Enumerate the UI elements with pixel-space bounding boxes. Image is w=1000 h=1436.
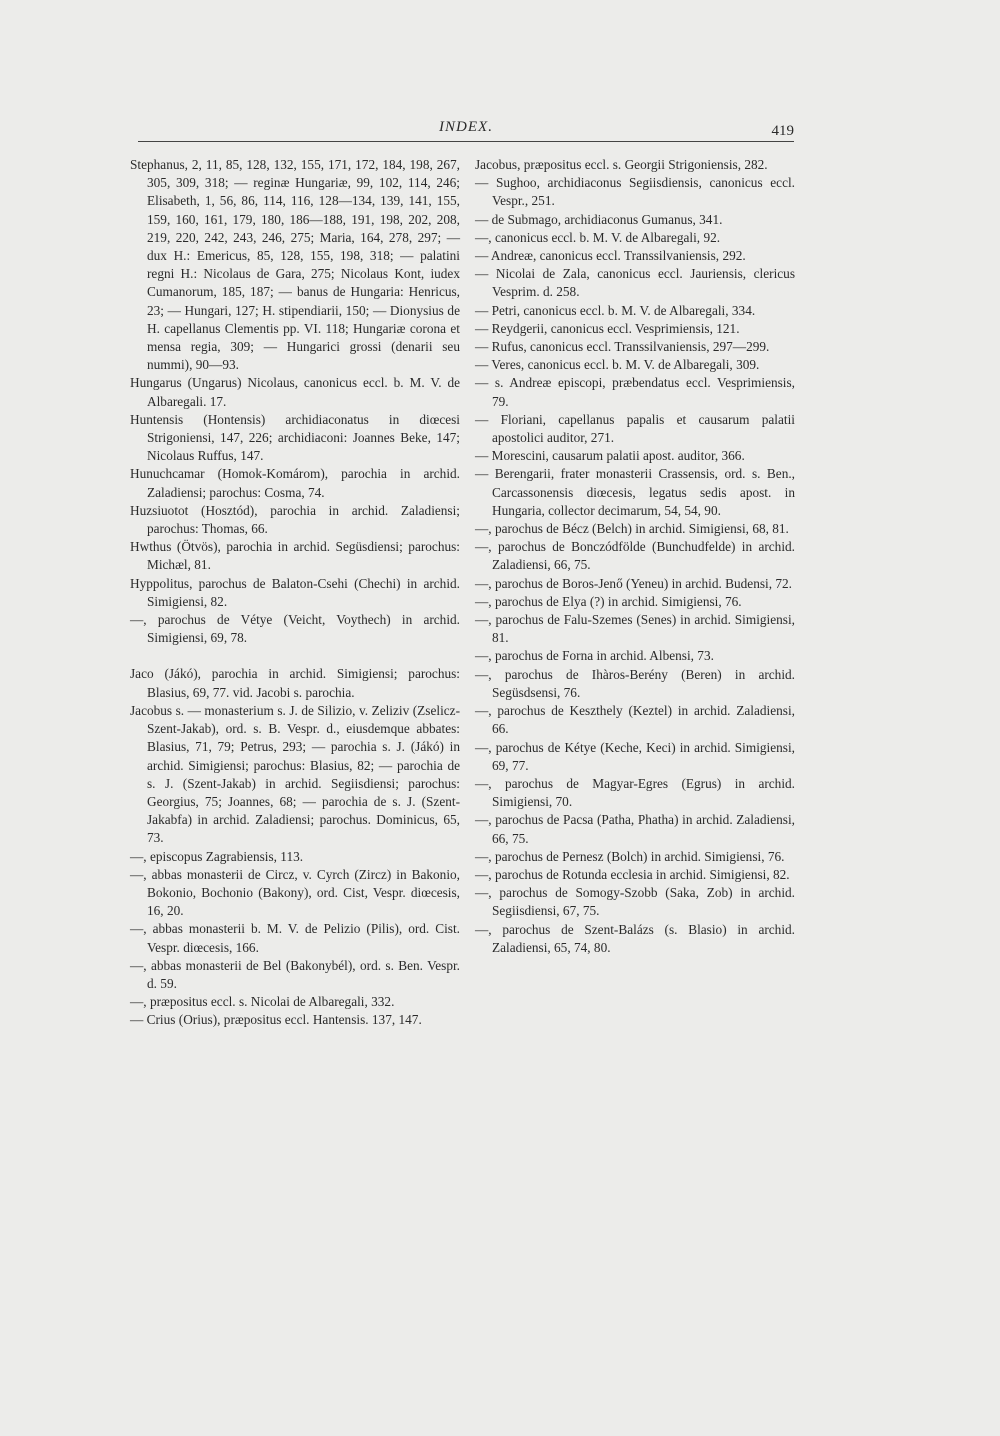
index-entry: —, parochus de Pacsa (Patha, Phatha) in archid. Zaladiensi, 66, 75. — [475, 812, 795, 846]
index-entry: — Reydgerii, canonicus eccl. Vesprimiensis, 121. — [475, 320, 740, 336]
index-entry: —, parochus de Ihàros-Berény (Beren) in archid. Següsdsensi, 76. — [475, 666, 795, 700]
index-entry: — Andreæ, canonicus eccl. Transsilvaniensis, 292. — [475, 248, 746, 264]
index-entry: — Nicolai de Zala, canonicus eccl. Jauriensis, clericus Vesprim. d. 258. — [475, 266, 795, 300]
index-entry: —, parochus de Bonczódfölde (Bunchudfelde) in archid. Zaladiensi, 66, 75. — [475, 539, 795, 573]
index-entry: Jacobus, præpositus eccl. s. Georgii Strigoniensis, 282. — [475, 157, 768, 172]
right-column — [475, 156, 795, 957]
index-entry: —, parochus de Vétye (Veicht, Voythech) in archid. Simigiensi, 69, 78. — [130, 612, 460, 646]
index-entry: — Crius (Orius), præpositus eccl. Hantensis. 137, 147. — [130, 1012, 422, 1028]
index-entry: — Sughoo, archidiaconus Segiisdiensis, canonicus eccl. Vespr., 251. — [475, 175, 795, 209]
index-entry: — s. Andreæ episcopi, præbendatus eccl. Vesprimiensis, 79. — [475, 375, 795, 409]
index-entry: — Floriani, capellanus papalis et causarum palatii apostolici auditor, 271. — [475, 411, 795, 446]
index-entry: —, parochus de Rotunda ecclesia in archid. Simigiensi, 82. — [475, 866, 790, 882]
index-entry: —, parochus de Elya (?) in archid. Simigiensi, 76. — [475, 593, 742, 609]
index-entry: —, parochus de Keszthely (Keztel) in archid. Zaladiensi, 66. — [475, 703, 795, 737]
index-entry: —, parochus de Bécz (Belch) in archid. Simigiensi, 68, 81. — [475, 521, 789, 537]
index-entry: —, parochus de Boros-Jenő (Yeneu) in archid. Budensi, 72. — [475, 575, 792, 591]
index-entry: Hyppolitus, parochus de Balaton-Csehi (Chechi) in archid. Simigiensi, 82. — [130, 575, 460, 609]
index-entry: —, parochus de Somogy-Szobb (Saka, Zob) in archid. Segiisdiensi, 67, 75. — [475, 885, 795, 919]
index-entry: —, episcopus Zagrabiensis, 113. — [130, 848, 304, 864]
index-entry: Hungarus (Ungarus) Nicolaus, canonicus eccl. b. M. V. de Albaregali. 17. — [130, 375, 460, 409]
header-rule — [138, 141, 794, 142]
index-entry: — Morescini, causarum palatii apost. auditor, 366. — [475, 448, 745, 464]
index-entry: — Veres, canonicus eccl. b. M. V. de Albaregali, 309. — [475, 357, 760, 373]
index-entry: Hwthus (Ötvös), parochia in archid. Següsdiensi; parochus: Michæl, 81. — [130, 539, 460, 573]
index-entry: — Rufus, canonicus eccl. Transsilvaniensis, 297—299. — [475, 339, 770, 355]
index-entry: — Berengarii, frater monasterii Crassensis, ord. s. Ben., Carcassonensis diœcesis, legatus sedis apost. in Hungaria, collector decimarum, 54, 54, 90. — [475, 466, 795, 518]
index-entry: —, parochus de Kétye (Keche, Keci) in archid. Simigiensi, 69, 77. — [475, 739, 795, 773]
running-title: INDEX. — [439, 119, 493, 135]
index-entry: —, parochus de Magyar-Egres (Egrus) in archid. Simigiensi, 70. — [475, 775, 795, 810]
index-entry: —, canonicus eccl. b. M. V. de Albaregali, 92. — [475, 229, 721, 245]
index-entry: —, abbas monasterii b. M. V. de Pelizio (Pilis), ord. Cist. Vespr. diœcesis, 166. — [130, 921, 460, 955]
left-column — [130, 156, 460, 1030]
index-entry: —, parochus de Szent-Balázs (s. Blasio) in archid. Zaladiensi, 65, 74, 80. — [475, 921, 795, 955]
index-entry: —, abbas monasterii de Bel (Bakonybél), ord. s. Ben. Vespr. d. 59. — [130, 957, 460, 991]
index-entry: —, parochus de Pernesz (Bolch) in archid. Simigiensi, 76. — [475, 848, 785, 864]
index-entry: Jaco (Jákó), parochia in archid. Simigiensi; parochus: Blasius, 69, 77. vid. Jacobi s. parochia. — [130, 666, 460, 700]
index-entry: — de Submago, archidiaconus Gumanus, 341. — [475, 211, 723, 227]
index-entry: Huzsiuotot (Hosztód), parochia in archid. Zaladiensi; parochus: Thomas, 66. — [130, 502, 460, 537]
index-entry: —, parochus de Falu-Szemes (Senes) in archid. Simigiensi, 81. — [475, 612, 795, 646]
index-entry: Jacobus s. — monasterium s. J. de Silizio, v. Zeliziv (Zselicz-Szent-Jakab), ord. s. B. Vespr. d., eiusdemque abbates: Blasius, 71, 79; Petrus, 293; — parochia s. J. (Jákó) in archid. Simigiensi; parochus: Blasius, 82; — parochia de s. J. (Szent-Jakab) in archid. Segiisdiensi; parochus: Georgius, 75; Joannes, 68; — parochia de s. J. (Szent-Jakabfa) in archid. Zaladiensi; parochus. Dominicus, 65, 73. — [130, 702, 460, 846]
index-entry: Huntensis (Hontensis) archidiaconatus in diœcesi Strigoniensi, 147, 226; archidiaconi: Joannes Beke, 147; Nicolaus Ruffus, 147. — [130, 411, 460, 464]
index-entry: —, præpositus eccl. s. Nicolai de Albaregali, 332. — [130, 994, 395, 1010]
page-number: 419 — [771, 123, 794, 139]
index-entry: Hunuchcamar (Homok-Komárom), parochia in archid. Zaladiensi; parochus: Cosma, 74. — [130, 466, 460, 500]
index-entry: —, parochus de Forna in archid. Albensi, 73. — [475, 648, 714, 664]
page-header — [138, 117, 794, 145]
index-entry: Stephanus, 2, 11, 85, 128, 132, 155, 171, 172, 184, 198, 267, 305, 309, 318; — reginæ Hungariæ, 99, 102, 114, 246; Elisabeth, 1, 56, 86, 114, 116, 128—134, 139, 141, 155, 159, 160, 161, 179, 180, 186—188, 191, 198, 202, 208, 219, 220, 242, 243, 246, 275; Maria, 164, 278, 297; — dux H.: Emericus, 85, 128, 155, 198, 318; — palatini regni H.: Nicolaus de Gara, 275; Nicolaus Kont, iudex Cumanorum, 185, 187; — banus de Hungaria: Henricus, 23; — Hungari, 127; H. stipendiarii, 150; — Dionysius de H. capellanus Clementis pp. VI. 118; Hungariæ corona et mensa regia, 309; — Hungarici grossi (denarii seu nummi), 90—93. — [130, 157, 460, 373]
index-entry: — Petri, canonicus eccl. b. M. V. de Albaregali, 334. — [475, 302, 756, 318]
index-entry: —, abbas monasterii de Circz, v. Cyrch (Zircz) in Bakonio, Bokonio, Bochonio (Bakony), ord. Cist, Vespr. diœcesis, 16, 20. — [130, 866, 460, 919]
section-gap — [130, 647, 460, 665]
